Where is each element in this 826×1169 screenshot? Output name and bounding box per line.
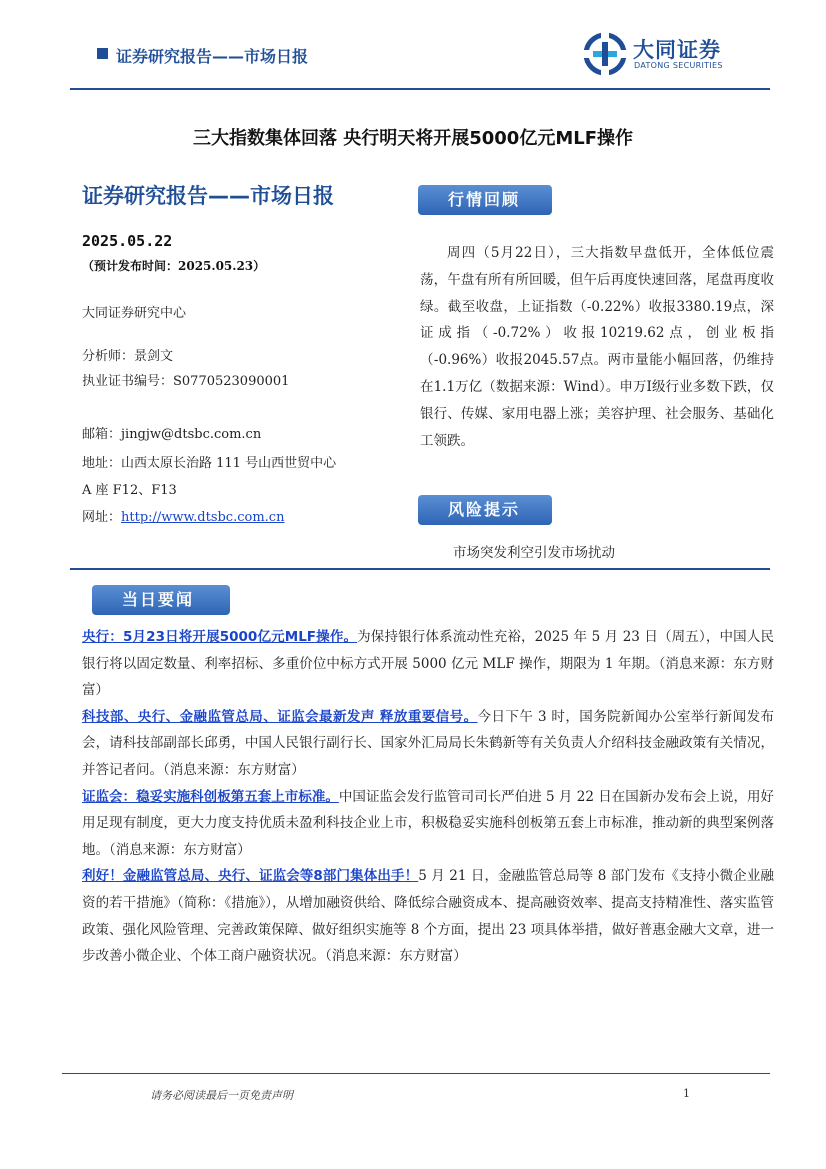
logo-name-cn: 大同证券	[633, 38, 721, 62]
market-review-text: 周四（5月22日），三大指数早盘低开，全体低位震荡，午盘有所有所回暖，但午后再度快速回落，尾盘再度收绿。截至收盘，上证指数（-0.22%）收报3380.19点，深证成指（-0.72%）收报10219.62点，创业板指（-0.96%）收报2045.57点。两市量能小幅回落，仍维持在1.1万亿（数据来源：Wind）。申万Ⅰ级行业多数下跌，仅银行、传媒、家用电器上涨；美容护理、社会服务、基础化工领跌。	[420, 245, 774, 449]
analyst-name: 分析师：景剑文	[82, 349, 174, 364]
market-review-heading: 行情回顾	[418, 185, 552, 215]
footer-disclaimer: 请务必阅读最后一页免责声明	[150, 1089, 293, 1102]
news-item	[82, 624, 774, 704]
news-body: 中国证监会发行监管司司长严伯进 5 月 22 日在国新办发布会上说，用好用足现有制度，更大力度支持优质未盈利科技企业上市，积极稳妥实施科创板第五套上市标准，推动新的典型案例落地。（消息来源：东方财富）	[82, 788, 775, 858]
website-line	[82, 506, 284, 525]
report-name: 证券研究报告——市场日报	[82, 184, 334, 208]
risk-text: 市场突发利空引发市场扰动	[453, 545, 615, 561]
address-line-2: A 座 F12、F13	[82, 483, 177, 498]
logo-name-en: DATONG SECURITIES	[634, 61, 723, 70]
certificate-number: 执业证书编号：S0770523090001	[82, 374, 290, 389]
daily-news-heading: 当日要闻	[92, 585, 230, 615]
news-item	[82, 863, 774, 969]
news-body: 今日下午 3 时，国务院新闻办公室举行新闻发布会，请科技部副部长邱勇，中国人民银行副行长、国家外汇局局长朱鹤新等有关负责人介绍科技金融政策有关情况，并答记者问。（消息来源：东方财富）	[82, 708, 775, 778]
header-divider	[70, 88, 770, 90]
header-title: 证券研究报告——市场日报	[116, 47, 309, 66]
research-center: 大同证券研究中心	[82, 306, 187, 321]
website-label: 网址：	[82, 510, 122, 525]
news-headline[interactable]: 利好！金融监管总局、央行、证监会等8部门集体出手！	[82, 868, 419, 885]
news-body: 为保持银行体系流动性充裕，2025 年 5 月 23 日（周五），中国人民银行将以固定数量、利率招标、多重价位中标方式开展 5000 亿元 MLF 操作，期限为 1 年期。（消息来源：东方财富）	[82, 629, 774, 699]
document-title: 三大指数集体回落 央行明天将开展5000亿元MLF操作	[192, 128, 634, 149]
news-item	[82, 784, 774, 864]
footer-divider	[62, 1073, 770, 1074]
news-headline[interactable]: 科技部、央行、金融监管总局、证监会最新发声 释放重要信号。	[82, 708, 478, 725]
report-date: 2025.05.22	[82, 232, 173, 250]
section-divider	[70, 568, 770, 570]
market-review	[420, 240, 774, 454]
address-line-1: 地址：山西太原长治路 111 号山西世贸中心	[82, 456, 337, 471]
page-number: 1	[683, 1087, 690, 1100]
publish-time: （预计发布时间：2025.05.23）	[82, 259, 266, 273]
news-headline[interactable]: 证监会：稳妥实施科创板第五套上市标准。	[82, 788, 339, 805]
website-link[interactable]: http://www.dtsbc.com.cn	[121, 510, 285, 525]
email-address: 邮箱：jingjw@dtsbc.com.cn	[82, 427, 262, 442]
news-body: 5 月 21 日，金融监管总局等 8 部门发布《支持小微企业融资的若干措施》（简称：《措施》），从增加融资供给、降低综合融资成本、提高融资效率、提高支持精准性、落实监管政策、强化风险管理、完善政策保障、做好组织实施等 8 个方面，提出 23 项具体举措，做好普惠金融大文章，进一步改善小微企业、个体工商户融资状况。（消息来源：东方财富）	[82, 868, 774, 965]
news-list	[82, 624, 774, 970]
report-info-column	[82, 180, 412, 525]
company-logo	[583, 30, 763, 78]
datong-logo-icon	[583, 32, 627, 76]
risk-heading: 风险提示	[418, 495, 552, 525]
news-headline[interactable]: 央行：5月23日将开展5000亿元MLF操作。	[82, 629, 358, 645]
news-item	[82, 704, 774, 784]
